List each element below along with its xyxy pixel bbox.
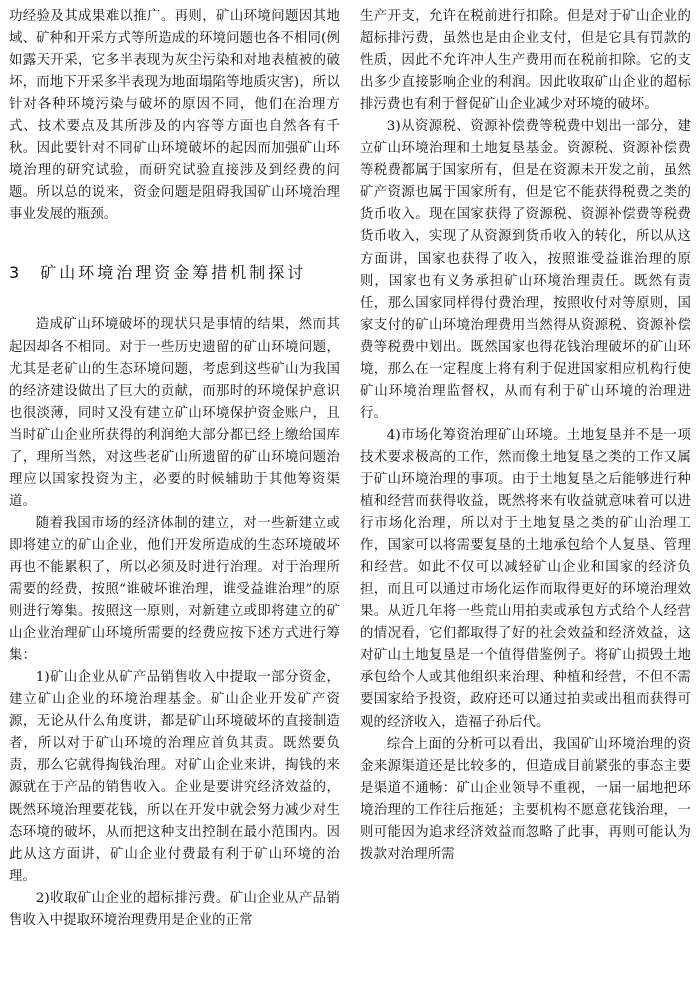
paragraph: 1)矿山企业从矿产品销售收入中提取一部分资金，建立矿山企业的环境治理基金。矿山企业开发矿产资源，无论从什么角度讲，都是矿山环境破坏的直接制造者，所以对于矿山环境的治理应首负其责。既然要负责，那么它就得掏钱治理。对矿山企业来讲，掏钱的来源就在于产品的销售收入。企业是要讲究经济效益的，既然环境治理要花钱，所以在开发中就会努力减少对生态环境的破坏，从而把这种支出控制在最小范围内。因此从这方面讲，矿山企业付费最有利于矿山环境的治理。 — [9, 670, 340, 884]
left-column — [9, 6, 340, 932]
right-column — [360, 6, 691, 866]
paragraph: 造成矿山环境破坏的现状只是事情的结果，然而其起因却各不相同。对于一些历史遗留的矿山环境问题，尤其是老矿山的生态环境问题，考虑到这些矿山为我国的经济建设做出了巨大的贡献，而那时的环境保护意识也很淡薄，同时又没有建立矿山环境保护资金账户，且当时矿山企业所获得的利润绝大部分都已经上缴给国库了，理所当然，对这些老矿山所遗留的矿山环境问题治理应以国家投资为主，必要的时候辅助于其他筹资渠道。 — [9, 317, 340, 509]
paragraph: 4)市场化筹资治理矿山环境。土地复垦并不是一项技术要求极高的工作，然而像土地复垦之类的工作又属于矿山环境治理的事项。由于土地复垦之后能够进行种植和经营而获得收益，既然将来有收益就意味着可以进行市场化治理，所以对于土地复垦之类的矿山治理工作，国家可以将需要复垦的土地承包给个人复垦、管理和经营。如此不仅可以减轻矿山企业和国家的经济负担，而且可以通过市场化运作而取得更好的环境治理效果。从近几年将一些荒山用拍卖或承包方式给个人经营的情况看，它们都取得了好的社会效益和经济效益，这对矿山土地复垦是一个值得借鉴例子。将矿山损毁土地承包给个人或其他组织来治理、种植和经营，不但不需要国家给予投资，政府还可以通过拍卖或出租而获得可观的经济收入，造福子孙后代。 — [360, 427, 691, 730]
section-title: 矿山环境治理资金筹措机制探讨 — [40, 263, 307, 283]
paragraph: 综合上面的分析可以看出，我国矿山环境治理的资金来源渠道还是比较多的，但造成目前紧张的事态主要是渠道不通畅：矿山企业领导不重视，一届一届地把环境治理的工作往后拖延；主要机构不愿意花钱治理，一则可能因为追求经济效益而忽略了此事，再则可能认为拨款对治理所需 — [360, 736, 691, 862]
paragraph: 随着我国市场的经济体制的建立，对一些新建立或即将建立的矿山企业，他们开发所造成的生态环境破坏再也不能累积了，所以必须及时进行治理。对于治理所需要的经费，按照“谁破坏谁治理，谁受益谁治理”的原则进行筹集。按照这一原则，对新建立或即将建立的矿山企业治理矿山环境所需要的经费应按下述方式进行筹集： — [9, 515, 340, 664]
section-number: 3 — [9, 263, 23, 283]
section-heading — [9, 262, 340, 284]
paragraph: 生产开支，允许在税前进行扣除。但是对于矿山企业的超标排污费，虽然也是由企业支付，但是它具有罚款的性质，因此不允许冲人生产费用而在税前扣除。它的支出多少直接影响企业的利润。因此收取矿山企业的超标排污费也有利于督促矿山企业减少对环境的破坏。 — [360, 9, 691, 113]
paragraph: 2)收取矿山企业的超标排污费。矿山企业从产品销售收入中提取环境治理费用是企业的正常 — [9, 890, 340, 928]
paragraph: 功经验及其成果难以推广。再则，矿山环境问题因其地域、矿种和开采方式等所造成的环境问题也各不相同(例如露天开采，它多半表现为灰尘污染和对地表植被的破坏，而地下开采多半表现为地面塌陷等地质灾害)，所以针对各种环境污染与破坏的原因不同，他们在治理方式、技术要点及其所涉及的内容等方面也自然各有千秋。因此要针对不同矿山环境破坏的起因而加强矿山环境治理的研究试验，而研究试验直接涉及到经费的问题。所以总的说来，资金问题是阻碍我国矿山环境治理事业发展的瓶颈。 — [9, 9, 340, 223]
paragraph: 3)从资源税、资源补偿费等税费中划出一部分，建立矿山环境治理和土地复垦基金。资源税、资源补偿费等税费都属于国家所有，但是在资源未开发之前，虽然矿产资源也属于国家所有，但是它不能获得税费之类的货币收入。现在国家获得了资源税、资源补偿费等税费货币收入，实现了从资源到货币收入的转化，所以从这方面讲，国家也获得了收入，按照谁受益谁治理的原则，国家也有义务承担矿山环境治理责任。既然有责任，那么国家同样得付费治理，按照收付对等原则，国家支付的矿山环境治理费用当然得从资源税、资源补偿费等税费中划出。既然国家也得花钱治理破坏的矿山环境，那么在一定程度上将有利于促进国家相应机构行使矿山环境治理监督权，从而有利于矿山环境的治理进行。 — [360, 119, 691, 421]
